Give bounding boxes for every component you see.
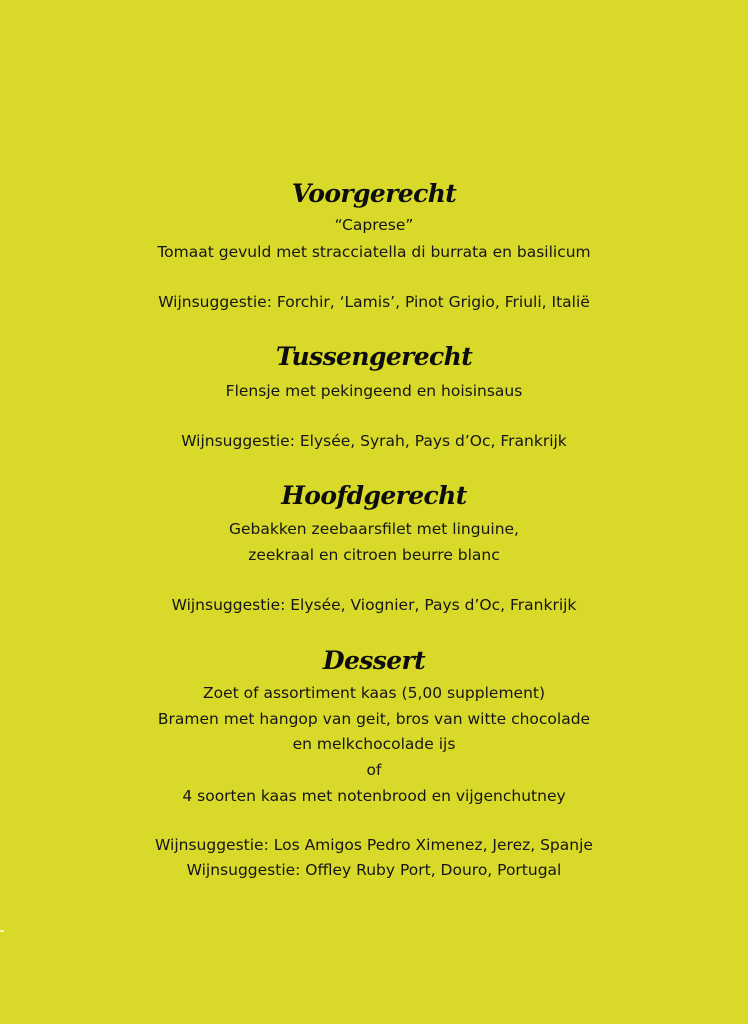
- dish-description: 4 soorten kaas met notenbrood en vijgenchutney: [182, 787, 566, 805]
- dish-description: Gebakken zeebaarsfilet met linguine,: [228, 520, 519, 538]
- wine-suggestion: Wijnsuggestie: Elysée, Syrah, Pays d’Oc, Frankrijk: [181, 432, 567, 450]
- section-title-hoofdgerecht: Hoofdgerecht: [281, 481, 467, 510]
- dish-description: Zoet of assortiment kaas (5,00 supplement): [202, 684, 546, 702]
- dish-description: zeekraal en citroen beurre blanc: [248, 546, 500, 564]
- section-title-voorgerecht: Voorgerecht: [291, 179, 457, 208]
- wine-suggestion: Wijnsuggestie: Elysée, Viognier, Pays d’Oc, Frankrijk: [171, 596, 577, 614]
- wine-suggestion: Wijnsuggestie: Forchir, ‘Lamis’, Pinot Grigio, Friuli, Italië: [158, 293, 590, 311]
- section-title-dessert: Dessert: [322, 646, 426, 675]
- edge-mark: [0, 930, 4, 932]
- dish-description: Flensje met pekingeend en hoisinsaus: [225, 382, 523, 400]
- dish-description: en melkchocolade ijs: [292, 735, 456, 753]
- dish-separator-or: of: [366, 761, 382, 779]
- dish-description: Tomaat gevuld met stracciatella di burrata en basilicum: [157, 243, 591, 261]
- dish-name-caprese: “Caprese”: [334, 216, 414, 234]
- wine-suggestion: Wijnsuggestie: Offley Ruby Port, Douro, Portugal: [186, 861, 562, 879]
- wine-suggestion: Wijnsuggestie: Los Amigos Pedro Ximenez, Jerez, Spanje: [155, 836, 593, 854]
- dish-description: Bramen met hangop van geit, bros van witte chocolade: [157, 710, 591, 728]
- section-title-tussengerecht: Tussengerecht: [275, 342, 473, 371]
